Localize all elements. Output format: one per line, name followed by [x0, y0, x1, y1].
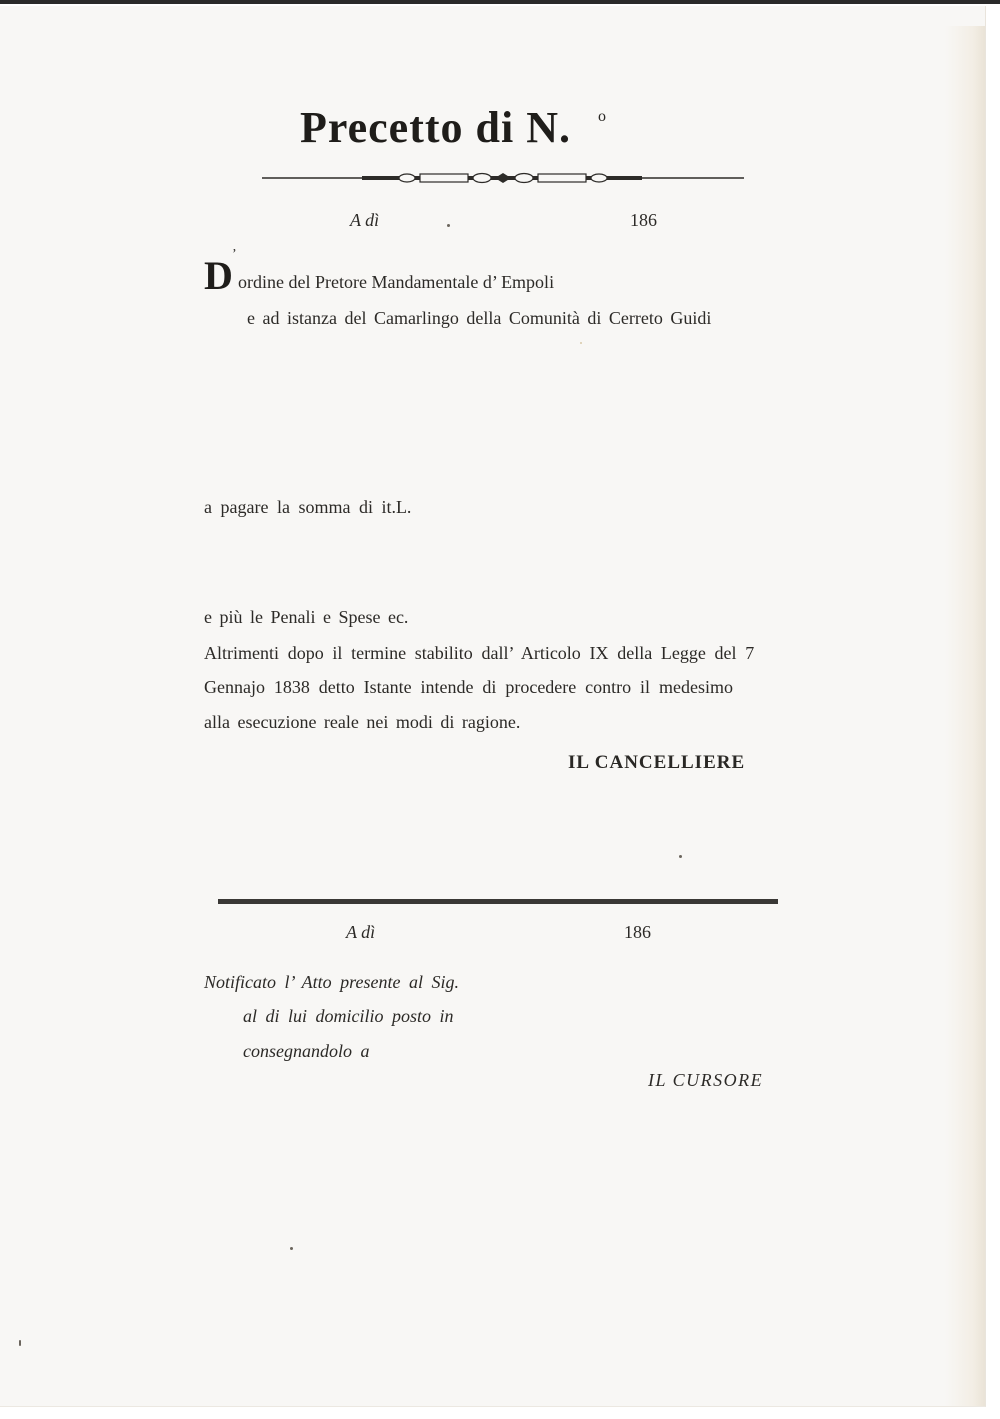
paper-page — [0, 6, 986, 1407]
instance-line: e ad istanza del Camarlingo della Comunità di Cerreto Guidi — [247, 308, 712, 328]
date-year-2: 186 — [624, 922, 651, 942]
date-prefix-2: A dì — [346, 922, 376, 942]
ornamental-rule — [262, 172, 744, 184]
law-line-1: Altrimenti dopo il termine stabilito dall’ Articolo IX della Legge del 7 — [204, 643, 755, 663]
notice-line-3: consegnandolo a — [243, 1041, 370, 1061]
courier-signature: IL CURSORE — [648, 1070, 764, 1090]
date-prefix: A dì — [350, 210, 380, 230]
paper-aged-edge — [945, 26, 985, 1406]
paper-speck — [19, 1340, 21, 1346]
order-line: ordine del Pretore Mandamentale d’ Empoli — [238, 272, 555, 292]
title-superscript: o — [598, 108, 606, 125]
penalties-line: e più le Penali e Spese ec. — [204, 607, 409, 627]
paper-speck — [447, 224, 450, 227]
drop-cap-apostrophe: ’ — [232, 247, 237, 262]
paper-speck — [679, 855, 682, 858]
law-line-2: Gennajo 1838 detto Istante intende di procedere contro il medesimo — [204, 677, 733, 697]
section-divider — [218, 899, 778, 904]
law-line-3: alla esecuzione reale nei modi di ragione. — [204, 712, 521, 732]
notice-line-2: al di lui domicilio posto in — [243, 1006, 454, 1026]
notice-line-1: Notificato l’ Atto presente al Sig. — [204, 972, 459, 992]
chancellor-signature: IL CANCELLIERE — [568, 752, 746, 773]
paper-speck — [290, 1247, 293, 1250]
scan-top-border — [0, 0, 1000, 4]
document-title: Precetto di N. — [300, 103, 571, 152]
drop-cap: D — [204, 253, 233, 298]
date-year: 186 — [630, 210, 657, 230]
paper-speck — [580, 342, 582, 344]
payment-line: a pagare la somma di it.L. — [204, 497, 412, 517]
